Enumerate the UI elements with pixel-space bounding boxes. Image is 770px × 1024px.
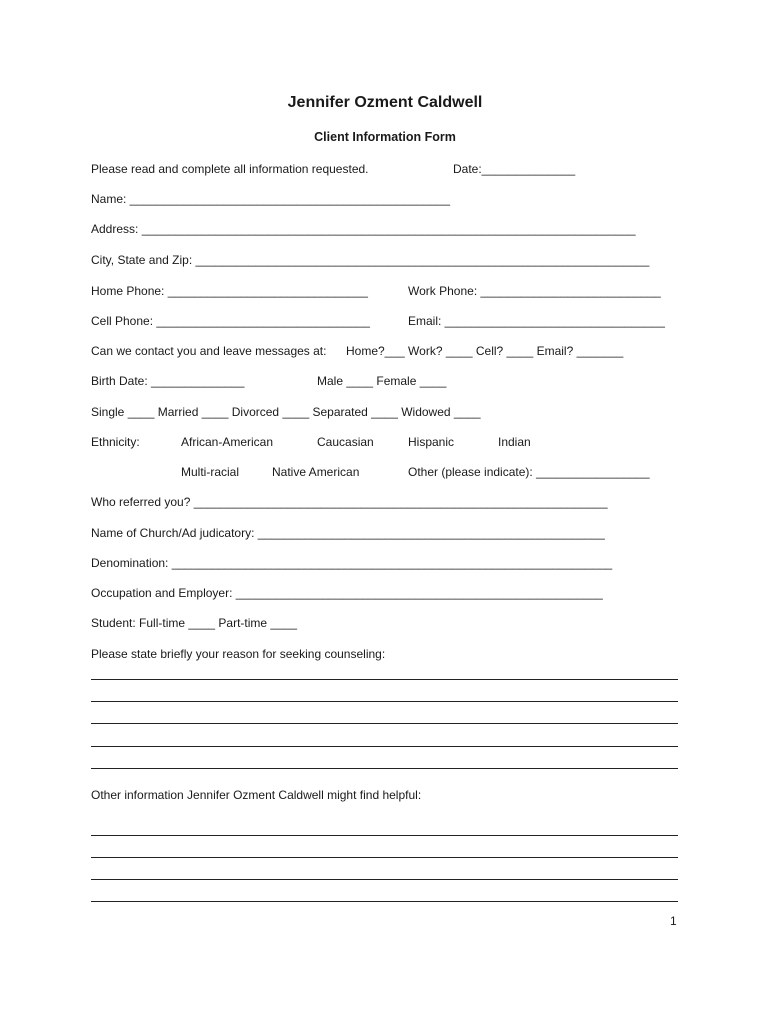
ethnicity-option[interactable]: Caucasian <box>317 435 374 449</box>
ethnicity-option[interactable]: Indian <box>498 435 531 449</box>
email-field[interactable]: Email: _________________________________ <box>408 314 665 328</box>
reason-prompt: Please state briefly your reason for seeking counseling: <box>91 647 386 661</box>
reason-answer-line[interactable] <box>91 768 678 769</box>
student-status-field[interactable]: Student: Full-time ____ Part-time ____ <box>91 616 298 630</box>
other-info-answer-line[interactable] <box>91 835 678 836</box>
ethnicity-label: Ethnicity: <box>91 435 140 449</box>
ethnicity-option[interactable]: Native American <box>272 465 360 479</box>
city-state-zip-field[interactable]: City, State and Zip: ____________________________________________________________________ <box>91 253 650 267</box>
denomination-field[interactable]: Denomination: __________________________________________________________________ <box>91 556 613 570</box>
contact-question: Can we contact you and leave messages at: <box>91 344 327 358</box>
ethnicity-option[interactable]: Multi-racial <box>181 465 240 479</box>
ethnicity-other-field[interactable]: Other (please indicate): _________________ <box>408 465 650 479</box>
other-info-answer-line[interactable] <box>91 901 678 902</box>
page-number: 1 <box>670 914 677 928</box>
marital-status-field[interactable]: Single ____ Married ____ Divorced ____ Separated ____ Widowed ____ <box>91 405 481 419</box>
birth-date-field[interactable]: Birth Date: ______________ <box>91 374 245 388</box>
other-info-answer-line[interactable] <box>91 879 678 880</box>
referred-by-field[interactable]: Who referred you? ______________________________________________________________ <box>91 495 608 509</box>
occupation-field[interactable]: Occupation and Employer: _______________________________________________________ <box>91 586 603 600</box>
instructions-text: Please read and complete all information requested. <box>91 162 369 176</box>
ethnicity-option[interactable]: African-American <box>181 435 274 449</box>
gender-field[interactable]: Male ____ Female ____ <box>317 374 447 388</box>
other-info-prompt: Other information Jennifer Ozment Caldwell might find helpful: <box>91 788 422 802</box>
work-phone-field[interactable]: Work Phone: ___________________________ <box>408 284 661 298</box>
home-phone-field[interactable]: Home Phone: ______________________________ <box>91 284 368 298</box>
cell-phone-field[interactable]: Cell Phone: ________________________________ <box>91 314 370 328</box>
church-field[interactable]: Name of Church/Ad judicatory: ____________________________________________________ <box>91 526 605 540</box>
date-field[interactable]: Date:______________ <box>453 162 576 176</box>
ethnicity-option[interactable]: Hispanic <box>408 435 455 449</box>
reason-answer-line[interactable] <box>91 679 678 680</box>
reason-answer-line[interactable] <box>91 701 678 702</box>
name-field[interactable]: Name: ________________________________________________ <box>91 192 451 206</box>
form-subtitle: Client Information Form <box>314 130 456 144</box>
reason-answer-line[interactable] <box>91 723 678 724</box>
other-info-answer-line[interactable] <box>91 857 678 858</box>
address-field[interactable]: Address: __________________________________________________________________________ <box>91 222 636 236</box>
contact-options-field[interactable]: Home?___ Work? ____ Cell? ____ Email? _______ <box>346 344 624 358</box>
reason-answer-line[interactable] <box>91 746 678 747</box>
form-owner-title: Jennifer Ozment Caldwell <box>287 94 483 111</box>
